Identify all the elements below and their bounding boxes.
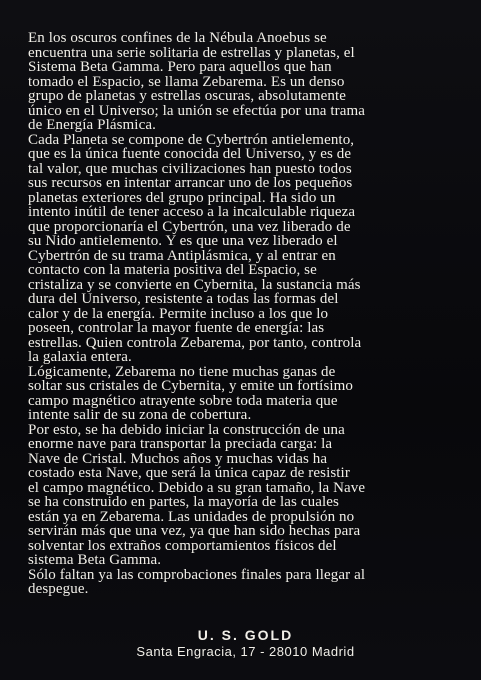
story-line: tal valor, que muchas civilizaciones han puesto todos — [28, 160, 352, 177]
story-line: grupo de planetas y estrellas oscuras, absolutamente — [28, 88, 347, 104]
publisher-footer — [0, 627, 481, 661]
publisher-name: U. S. GOLD — [197, 627, 294, 643]
story-line: el campo magnético. Debido a su gran tamaño, la Nave — [28, 479, 366, 496]
story-line: su Nido antielemento. Y es que una vez liberado el — [28, 233, 338, 249]
story-line: intente salir de su zona de cobertura. — [28, 407, 252, 423]
story-line: cristaliza y se convierte en Cybernita, la sustancia más — [28, 276, 361, 293]
story-line: que es la única fuente conocida del Universo, y es de — [28, 146, 352, 162]
story-line: estrellas. Quien controla Zebarema, por tanto, controla — [28, 334, 362, 351]
story-line: calor y de la energía. Permite incluso a los que lo — [28, 305, 329, 322]
story-line: costado esta Nave, que será la única capaz de resistir — [28, 465, 350, 481]
story-line: Cybertrón de su trama Antiplásmica, y al entrar en — [28, 247, 336, 264]
story-line: dura del Universo, resistente a todas las formas del — [28, 291, 339, 307]
story-line: de Energía Plásmica. — [28, 117, 156, 133]
story-line: se ha construido en partes, la mayoría de las cuales — [28, 494, 339, 510]
story-line: Sistema Beta Gamma. Pero para aquellos que han — [28, 59, 332, 75]
story-line: Sólo faltan ya las comprobaciones finales para llegar al — [28, 566, 366, 583]
story-line: soltar sus cristales de Cybernita, y emite un fortísimo — [28, 378, 354, 394]
story-line: despegue. — [28, 581, 89, 597]
story-line: enorme nave para transportar la preciada carga: la — [28, 436, 333, 452]
story-line: que proporcionaría el Cybertrón, una vez liberado de — [28, 218, 351, 235]
story-line: están ya en Zebarema. Las unidades de propulsión no — [28, 508, 355, 525]
story-line: Lógicamente, Zebarema no tiene muchas ganas de — [28, 363, 336, 380]
story-line: solventar los extraños comportamientos físicos del — [28, 537, 337, 554]
story-line: campo magnético atrayente sobre toda materia que — [28, 392, 338, 409]
story-line: servirán más que una vez, ya que han sido hechas para — [28, 523, 361, 539]
story-line: planetas exteriores del grupo principal. Ha sido un — [28, 189, 336, 206]
story-line: sus recursos en intentar arrancar uno de los pequeños — [28, 175, 353, 191]
story-line: poseen, controlar la mayor fuente de energía: las — [28, 320, 325, 336]
story-line: En los oscuros confines de la Nébula Anoebus se — [28, 30, 327, 46]
story-line: único en el Universo; la unión se efectúa por una trama — [28, 102, 366, 119]
story-line: sistema Beta Gamma. — [28, 552, 162, 568]
story-line: Por esto, se ha debido iniciar la construcción de una — [28, 421, 345, 438]
story-line: la galaxia entera. — [28, 349, 132, 365]
story-line: Nave de Cristal. Muchos años y muchas vidas ha — [28, 450, 328, 467]
story-line: tomado el Espacio, se llama Zebarema. Es un denso — [28, 73, 345, 90]
story-line: encuentra una serie solitaria de estrellas y planetas, el — [28, 44, 355, 61]
story-line: intento inútil de tener acceso a la incalculable riqueza — [28, 204, 356, 220]
story-text — [28, 31, 460, 597]
story-line: contacto con la materia positiva del Espacio, se — [28, 262, 317, 278]
publisher-address: Santa Engracia, 17 - 28010 Madrid — [136, 644, 355, 659]
story-line: Cada Planeta se compone de Cybertrón antielemento, — [28, 131, 355, 148]
